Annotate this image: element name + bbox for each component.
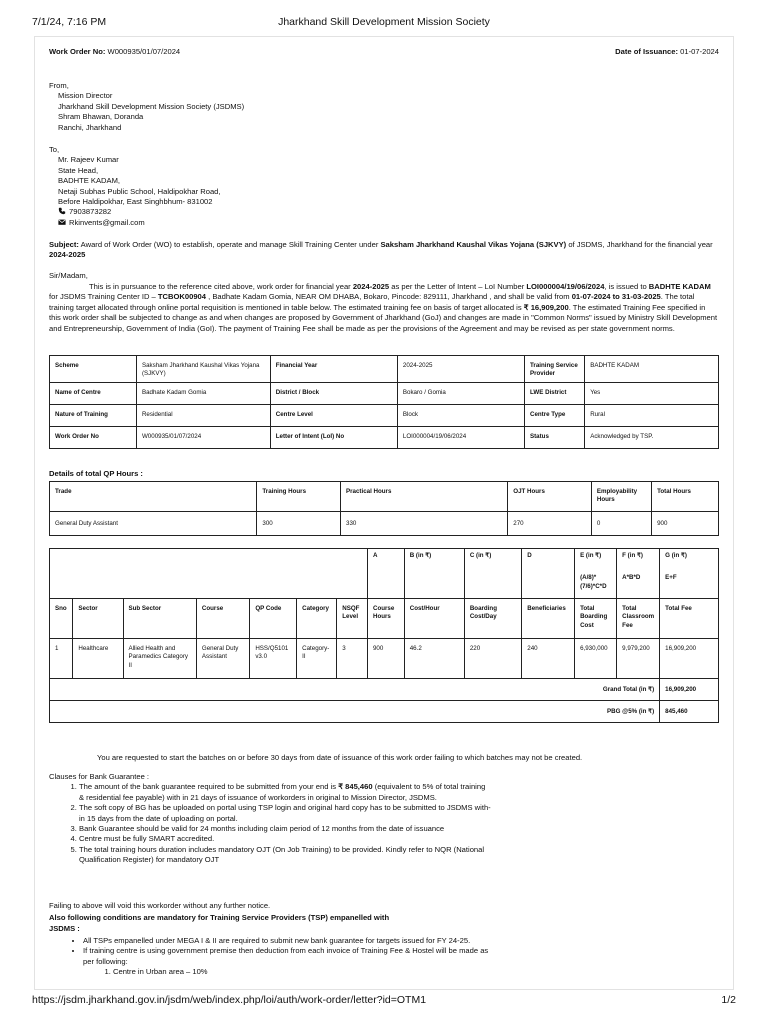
pbg-value: 845,460 xyxy=(660,701,719,723)
fee-header-cell: Course xyxy=(196,599,249,639)
grand-total-value: 16,909,200 xyxy=(660,679,719,701)
info-value: Block xyxy=(397,404,524,426)
qp-cell: 330 xyxy=(341,512,508,536)
from-block xyxy=(49,81,719,133)
qp-header-cell: Employability Hours xyxy=(591,482,651,512)
qp-cell: 0 xyxy=(591,512,651,536)
deduction-list xyxy=(83,967,491,977)
fee-cell: 3 xyxy=(337,639,368,679)
qp-data-row xyxy=(50,512,719,536)
fee-cell: 16,909,200 xyxy=(660,639,719,679)
fee-header-cell: Beneficiaries xyxy=(522,599,575,639)
browser-print-header xyxy=(32,16,736,32)
fee-letter-f: F (in ₹) A*B*D xyxy=(617,549,660,599)
fee-cell: Category-II xyxy=(297,639,337,679)
body-text: . The estimated Training Fee specified in this work order shall be subjected to change as and when changes are proposed by Government of Jharkhand (GoJ) and changes are made in "Common Norms" issued by Ministry Skill Development and Entrepreneurship, Government of India (GoI). The payment of Training Fee shall be made as per the provisions of the Agreement and may be revised as per state government norms. xyxy=(49,302,718,333)
fee-letter: B (in ₹) xyxy=(404,549,464,599)
fee-header-cell: Total Boarding Cost xyxy=(575,599,617,639)
clause-item: 2. The soft copy of BG has be uploaded on portal using TSP login and original hard copy has to be submitted to JSDMS with-in 15 days from the date of uploading on portal. xyxy=(79,803,491,824)
qp-hours-table xyxy=(49,481,719,536)
body-org: BADHTE KADAM xyxy=(648,282,711,291)
body-validity: 01-07-2024 to 31-03-2025 xyxy=(571,292,661,302)
qp-header-cell: Trade xyxy=(50,482,257,512)
conditions-list xyxy=(49,936,491,978)
pbg-label: PBG @5% (in ₹) xyxy=(50,701,660,723)
clause-item: 5. The total training hours duration includes mandatory OJT (On Job Training) to be provided. Kindly refer to NQR (National Qualification Register) for mandatory OJT xyxy=(79,845,491,866)
qp-header-cell: OJT Hours xyxy=(508,482,592,512)
fee-header-cell: Category xyxy=(297,599,337,639)
info-value: BADHTE KADAM xyxy=(585,356,719,383)
info-key: Name of Centre xyxy=(50,382,137,404)
pbg-row xyxy=(50,701,719,723)
to-line: State Head, xyxy=(58,165,99,175)
fee-header-cell: Boarding Cost/Day xyxy=(464,599,521,639)
subject-text: Award of Work Order (WO) to establish, operate and manage Skill Training Center under xyxy=(78,240,381,249)
qp-heading: Details of total QP Hours : xyxy=(49,469,143,478)
info-value: Rural xyxy=(585,404,719,426)
info-value: Saksham Jharkhand Kaushal Vikas Yojana (SJKVY) xyxy=(136,356,270,383)
fee-cell: 46.2 xyxy=(404,639,464,679)
from-line: Ranchi, Jharkhand xyxy=(58,122,122,132)
info-value: 2024-2025 xyxy=(397,356,524,383)
body-text: for JSDMS Training Center ID – xyxy=(49,292,158,302)
qp-cell: General Duty Assistant xyxy=(50,512,257,536)
fee-letter-e: E (in ₹) (A/8)*(7/6)*C*D xyxy=(575,549,617,599)
fee-letter: A xyxy=(367,549,404,599)
phone-row xyxy=(49,207,719,217)
grand-total-label: Grand Total (in ₹) xyxy=(50,679,660,701)
from-line: Jharkhand Skill Development Mission Society (JSDMS) xyxy=(58,101,245,111)
email-address: Rkinvents@gmail.com xyxy=(69,217,145,227)
fee-table-wrapper xyxy=(49,548,719,723)
work-order-document xyxy=(34,36,734,990)
info-value: Residential xyxy=(136,404,270,426)
phone-icon xyxy=(58,207,66,215)
body-loi: LOI000004/19/06/2024 xyxy=(526,282,605,291)
failing-text: Failing to above will void this workorder without any further notice. xyxy=(49,901,271,910)
qp-cell: 900 xyxy=(652,512,719,536)
info-table xyxy=(49,355,719,449)
info-key: LWE District xyxy=(524,382,584,404)
info-key: Centre Type xyxy=(524,404,584,426)
salutation: Sir/Madam, xyxy=(49,271,88,280)
subject-fy: 2024-2025 xyxy=(49,250,86,260)
fee-header-cell: Sub Sector xyxy=(123,599,196,639)
clauses-heading: Clauses for Bank Guarantee : xyxy=(49,772,150,781)
info-row xyxy=(50,382,719,404)
subject-label: Subject: xyxy=(49,240,79,249)
conditions-block xyxy=(49,936,719,978)
info-key: District / Block xyxy=(270,382,397,404)
fee-cell: Allied Health and Paramedics Category II xyxy=(123,639,196,679)
info-key: Training Service Provider xyxy=(524,356,584,383)
email-row xyxy=(49,218,719,228)
body-text: as per the Letter of Intent – LoI Number xyxy=(389,282,527,291)
clause-item: 4. Centre must be fully SMART accredited. xyxy=(79,834,491,844)
subject-text: of JSDMS, Jharkhand for the financial year xyxy=(566,240,713,249)
work-order-number: W000935/01/07/2024 xyxy=(107,47,181,56)
body-paragraph xyxy=(49,282,719,334)
body-fee: ₹ 16,909,200 xyxy=(523,302,569,312)
info-table-wrapper xyxy=(49,355,719,449)
qp-header-cell: Training Hours xyxy=(257,482,341,512)
date-of-issuance: 01-07-2024 xyxy=(680,47,719,56)
condition-item: • If training centre is using government premise then deduction from each invoice of Training Fee & Hostel will be made as per following: 1. Centre in Urban area – 10% xyxy=(83,946,491,977)
info-key: Status xyxy=(524,426,584,448)
fee-cell: 6,930,000 xyxy=(575,639,617,679)
info-value: Acknowledged by TSP. xyxy=(585,426,719,448)
to-line: Before Haldipokhar, East Singhbhum- 831002 xyxy=(58,197,213,207)
condition-item: • All TSPs empanelled under MEGA I & II are required to submit new bank guarantee for targets issued for FY 24-25. xyxy=(83,936,491,946)
date-of-issuance-label: Date of Issuance: xyxy=(615,47,679,56)
grand-total-row xyxy=(50,679,719,701)
info-row xyxy=(50,356,719,383)
info-row xyxy=(50,404,719,426)
info-key: Letter of Intent (LoI) No xyxy=(270,426,397,448)
body-text: . The total training target allocated through online portal requisition is mentioned in table below. The estimated training fee on basis of target allocated is xyxy=(49,292,695,312)
qp-cell: 300 xyxy=(257,512,341,536)
empty-header-cell xyxy=(50,549,368,599)
fee-calculation-table xyxy=(49,548,719,723)
fee-header-cell: Total Fee xyxy=(660,599,719,639)
fee-cell: 220 xyxy=(464,639,521,679)
deduction-item: 1. Centre in Urban area – 10% xyxy=(113,967,491,977)
from-line: Mission Director xyxy=(58,91,113,101)
qp-header-row xyxy=(50,482,719,512)
to-line: Mr. Rajeev Kumar xyxy=(58,155,119,165)
fee-data-row xyxy=(50,639,719,679)
info-value: Badhate Kadam Gomia xyxy=(136,382,270,404)
fee-cell: 1 xyxy=(50,639,73,679)
fee-cell: Healthcare xyxy=(73,639,123,679)
fee-cell: General Duty Assistant xyxy=(196,639,249,679)
fee-header-row xyxy=(50,599,719,639)
print-datetime: 7/1/24, 7:16 PM xyxy=(32,16,107,28)
to-label: To, xyxy=(49,145,60,154)
info-value: LOI000004/19/06/2024 xyxy=(397,426,524,448)
body-fy: 2024-2025 xyxy=(352,282,390,291)
fee-cell: HSS/Q5101 v3.0 xyxy=(250,639,297,679)
info-key: Financial Year xyxy=(270,356,397,383)
from-label: From, xyxy=(49,81,69,90)
to-block xyxy=(49,145,719,228)
info-key: Work Order No xyxy=(50,426,137,448)
qp-table-wrapper xyxy=(49,481,719,536)
body-tc: TCBOK00904 xyxy=(157,292,207,302)
work-order-label: Work Order No: xyxy=(49,47,106,56)
fee-header-cell: Cost/Hour xyxy=(404,599,464,639)
fee-header-cell: NSQF Level xyxy=(337,599,368,639)
clauses-block xyxy=(49,772,719,866)
fee-letter: D xyxy=(522,549,575,599)
qp-header-cell: Total Hours xyxy=(652,482,719,512)
fee-cell: 9,979,200 xyxy=(617,639,660,679)
info-value: W000935/01/07/2024 xyxy=(136,426,270,448)
envelope-icon xyxy=(58,218,66,226)
subject-paragraph xyxy=(49,240,719,261)
fee-header-cell: Course Hours xyxy=(367,599,404,639)
body-text: This is in pursuance to the reference cited above, work order for financial year xyxy=(89,282,353,291)
qp-header-cell: Practical Hours xyxy=(341,482,508,512)
fee-header-cell: QP Code xyxy=(250,599,297,639)
subject-scheme: Saksham Jharkhand Kaushal Vikas Yojana (SJKVY) xyxy=(380,240,567,249)
info-value: Bokaro / Gomia xyxy=(397,382,524,404)
fee-cell: 240 xyxy=(522,639,575,679)
phone-number: 7903873282 xyxy=(69,207,112,217)
from-line: Shram Bhawan, Doranda xyxy=(58,112,144,122)
clause-item: 3. Bank Guarantee should be valid for 24 months including claim period of 12 months from the date of issuance xyxy=(79,824,491,834)
fee-letter-g: G (in ₹) E+F xyxy=(660,549,719,599)
notice-text: You are requested to start the batches on or before 30 days from date of issuance of this work order failing to which batches may not be created. xyxy=(97,753,583,762)
info-row xyxy=(50,426,719,448)
print-page-number: 1/2 xyxy=(721,994,736,1006)
to-line: BADHTE KADAM, xyxy=(58,176,121,186)
print-url: https://jsdm.jharkhand.gov.in/jsdm/web/index.php/loi/auth/work-order/letter?id=OTM1 xyxy=(32,994,427,1006)
fee-header-cell: Sector xyxy=(73,599,123,639)
fee-cell: 900 xyxy=(367,639,404,679)
to-line: Netaji Subhas Public School, Haldipokhar Road, xyxy=(58,186,221,196)
info-value: Yes xyxy=(585,382,719,404)
clause-item: 1. The amount of the bank guarantee required to be submitted from your end is ₹ 845,460 (equivalent to 5% of total training & residential fee payable) with in 21 days of issuance of workorders in original to Mission Director, JSDMS. xyxy=(79,782,491,803)
body-text: , is issued to xyxy=(604,282,649,291)
fee-header-cell: Total Classroom Fee xyxy=(617,599,660,639)
conditions-heading: Also following conditions are mandatory for Training Service Providers (TSP) empanelled with JSDMS : xyxy=(49,913,390,933)
clauses-list xyxy=(49,782,491,865)
info-key: Nature of Training xyxy=(50,404,137,426)
fee-letter: C (in ₹) xyxy=(464,549,521,599)
info-key: Centre Level xyxy=(270,404,397,426)
qp-cell: 270 xyxy=(508,512,592,536)
fee-header-cell: Sno xyxy=(50,599,73,639)
body-text: , Badhate Kadam Gomia, NEAR OM DHABA, Bokaro, Pincode: 829111, Jharkhand , and shall be valid from xyxy=(206,292,572,302)
info-key: Scheme xyxy=(50,356,137,383)
print-page-title: Jharkhand Skill Development Mission Society xyxy=(278,16,490,28)
